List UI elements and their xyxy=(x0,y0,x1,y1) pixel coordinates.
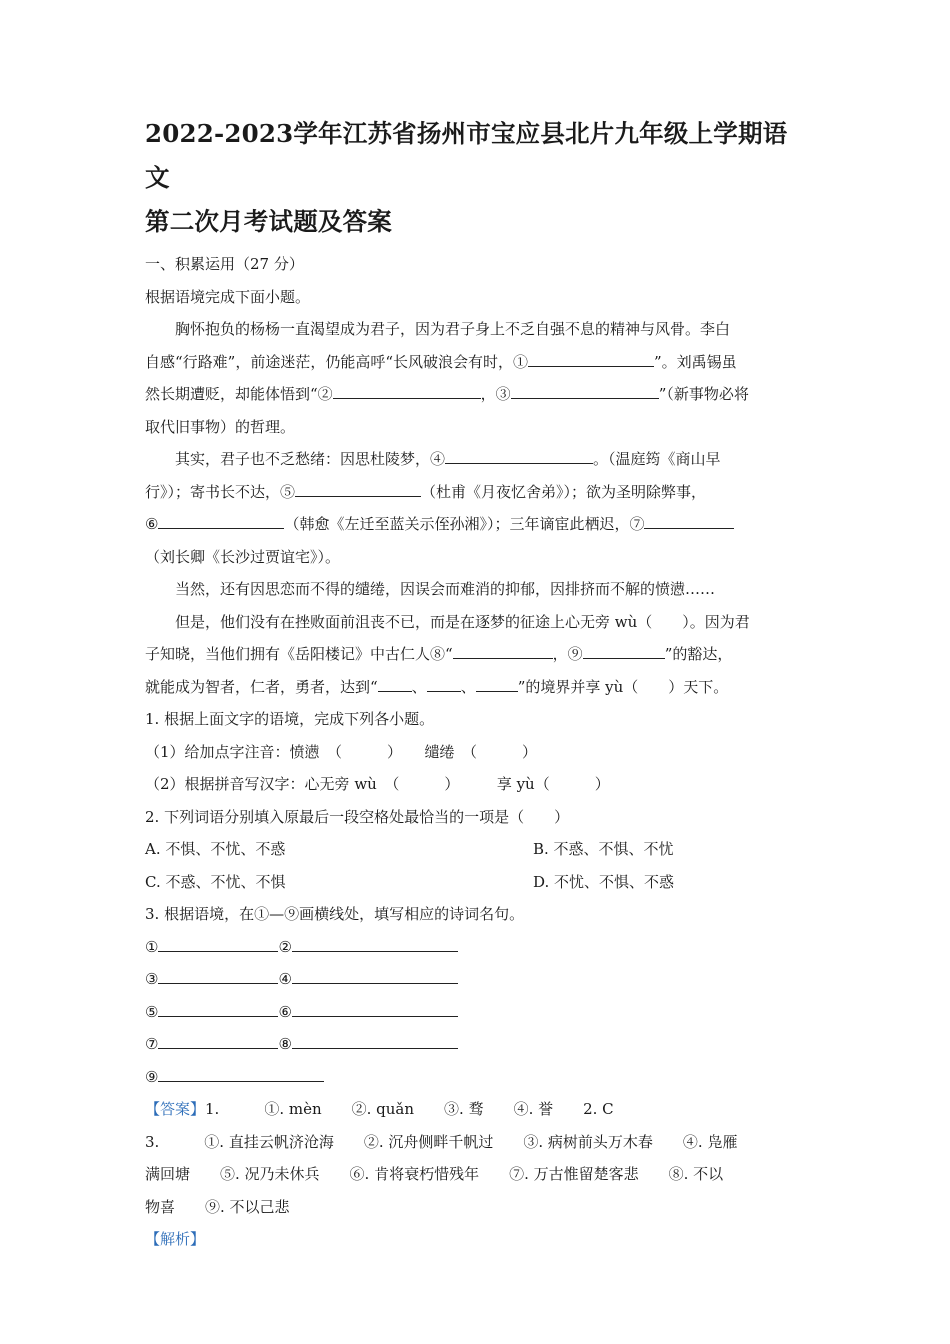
analysis-tag: 【解析】 xyxy=(145,1230,206,1248)
answer-tag: 【答案】 xyxy=(145,1100,206,1118)
fill-row-2: ③ ④ xyxy=(145,963,810,996)
question-3: 3. 根据语境，在①—⑨画横线处，填写相应的诗词名句。 xyxy=(145,905,525,923)
question-1: 1. 根据上面文字的语境，完成下列各小题。 xyxy=(145,710,435,728)
passage-para2-line2: 行》）；寄书长不达，⑤ （杜甫《月夜忆舍弟》）；欲为圣明除弊事， xyxy=(145,482,707,501)
passage-para1-line4: 取代旧事物）的哲理。 xyxy=(145,417,296,436)
question-1-part1: （1）给加点字注音：愤懑 （ ） 缱绻 （ ） xyxy=(145,742,538,761)
passage-para3: 当然，还有因思恋而不得的缱绻，因误会而难消的抑郁，因排挤而不解的愤懑…… xyxy=(175,580,716,598)
section-heading: 一、积累运用（27 分） xyxy=(145,255,304,273)
passage-para4-line1: 但是，他们没有在挫败面前沮丧不已，而是在逐梦的征途上心无旁 wù（ ）。因为君 xyxy=(175,612,750,631)
doc-title-line2: 第二次月考试题及答案 xyxy=(145,207,392,236)
option-d: D. 不忧、不惧、不惑 xyxy=(533,872,675,891)
question-2: 2. 下列词语分别填入原最后一段空格处最恰当的一项是（ ） xyxy=(145,807,570,826)
passage-para1-line2: 自感“行路难”，前途迷茫，仍能高呼“长风破浪会有时，① ”。刘禹锡虽 xyxy=(145,352,737,371)
option-b: B. 不惑、不惧、不忧 xyxy=(533,840,674,858)
document-page xyxy=(145,112,810,1256)
answer-line3: 满回塘 ⑤. 况乃未休兵 ⑥. 肯将衰朽惜残年 ⑦. 万古惟留楚客悲 ⑧. 不以 xyxy=(145,1165,724,1183)
fill-row-4: ⑦ ⑧ xyxy=(145,1028,810,1061)
question-1-part2: （2）根据拼音写汉字：心无旁 wù （ ） 享 yù（ ） xyxy=(145,775,610,793)
fill-row-3: ⑤ ⑥ xyxy=(145,996,810,1029)
passage-para4-line3: 就能成为智者，仁者，勇者，达到“ 、 、 ”的境界并享 yù（ ）天下。 xyxy=(145,677,729,696)
option-c: C. 不惑、不忧、不惧 xyxy=(145,872,286,891)
doc-title-line1: 2022-2023学年江苏省扬州市宝应县北片九年级上学期语文 xyxy=(145,119,788,192)
answer-line1: 【答案】1. ①. mèn ②. quǎn ③. 骛 ④. 誉 2. C xyxy=(145,1100,614,1118)
intro-text: 根据语境完成下面小题。 xyxy=(145,287,311,306)
passage-para1-line1: 胸怀抱负的杨杨一直渴望成为君子，因为君子身上不乏自强不息的精神与风骨。李白 xyxy=(175,320,731,338)
question-2-options-row1 xyxy=(145,833,810,866)
passage-para2-line3: ⑥ （韩愈《左迁至蓝关示侄孙湘》）；三年谪宦此栖迟，⑦ xyxy=(145,508,810,541)
answer-line4: 物喜 ⑨. 不以己悲 xyxy=(145,1197,290,1216)
passage-para4-line2: 子知晓，当他们拥有《岳阳楼记》中古仁人⑧“ ，⑨ ”的豁达， xyxy=(145,645,733,663)
question-2-options-row2 xyxy=(145,866,810,899)
option-a: A. 不惧、不忧、不惑 xyxy=(145,840,286,858)
passage-para2-line4: （刘长卿《长沙过贾谊宅》）。 xyxy=(145,547,341,566)
passage-para1-line3: 然长期遭贬，却能体悟到“② ，③ ”（新事物必将 xyxy=(145,385,749,403)
answer-line2: 3. ①. 直挂云帆济沧海 ②. 沉舟侧畔千帆过 ③. 病树前头万木春 ④. 凫雁 xyxy=(145,1132,738,1151)
fill-row-5: ⑨ xyxy=(145,1061,810,1094)
fill-row-1: ① ② xyxy=(145,931,810,964)
passage-para2-line1: 其实，君子也不乏愁绪：因思杜陵梦，④ 。（温庭筠《商山早 xyxy=(175,450,721,468)
